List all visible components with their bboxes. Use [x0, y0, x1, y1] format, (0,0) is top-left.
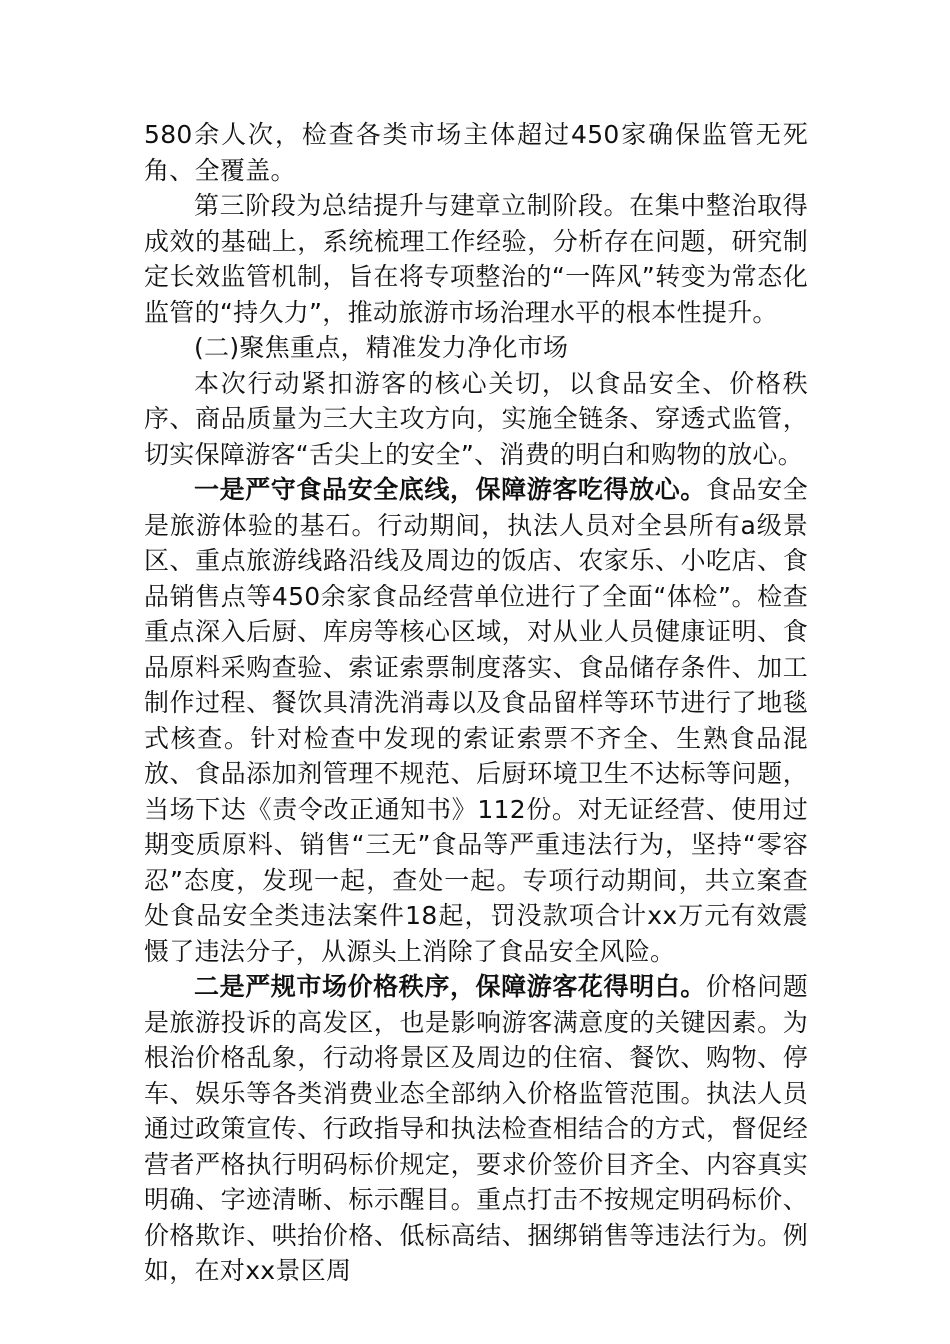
- paragraph-text: 第三阶段为总结提升与建章立制阶段。在集中整治取得成效的基础上，系统梳理工作经验，分析存在问题，研究制定长效监管机制，旨在将专项整治的“一阵风”转变为常态化监管的“持久力”，推动旅游市场治理水平的根本性提升。: [144, 191, 808, 327]
- paragraph-2: [144, 188, 808, 330]
- paragraph-price-order: [144, 969, 808, 1289]
- paragraph-lead: 二是严规市场价格秩序，保障游客花得明白。: [194, 972, 706, 1001]
- section-heading: [144, 330, 808, 366]
- paragraph-text: 食品安全是旅游体验的基石。行动期间，执法人员对全县所有a级景区、重点旅游线路沿线及周边的饭店、农家乐、小吃店、食品销售点等450余家食品经营单位进行了全面“体检”。检查重点深入后厨、库房等核心区域，对从业人员健康证明、食品原料采购查验、索证索票制度落实、食品储存条件、加工制作过程、餐饮具清洗消毒以及食品留样等环节进行了地毯式核查。针对检查中发现的索证索票不齐全、生熟食品混放、食品添加剂管理不规范、后厨环境卫生不达标等问题，当场下达《责令改正通知书》112份。对无证经营、使用过期变质原料、销售“三无”食品等严重违法行为，坚持“零容忍”态度，发现一起，查处一起。专项行动期间，共立案查处食品安全类违法案件18起，罚没款项合计xx万元有效震慑了违法分子，从源头上消除了食品安全风险。: [144, 475, 808, 966]
- paragraph-food-safety: [144, 472, 808, 969]
- paragraph-4: [144, 366, 808, 473]
- paragraph-text: 580余人次，检查各类市场主体超过450家确保监管无死角、全覆盖。: [144, 120, 808, 185]
- document-body: [144, 117, 808, 1289]
- paragraph-text: 价格问题是旅游投诉的高发区，也是影响游客满意度的关键因素。为根治价格乱象，行动将景区及周边的住宿、餐饮、购物、停车、娱乐等各类消费业态全部纳入价格监管范围。执法人员通过政策宣传、行政指导和执法检查相结合的方式，督促经营者严格执行明码标价规定，要求价签价目齐全、内容真实明确、字迹清晰、标示醒目。重点打击不按规定明码标价、价格欺诈、哄抬价格、低标高结、捆绑销售等违法行为。例如，在对xx景区周: [144, 972, 808, 1285]
- paragraph-1: [144, 117, 808, 188]
- paragraph-lead: 一是严守食品安全底线，保障游客吃得放心。: [194, 475, 706, 504]
- paragraph-text: (二)聚焦重点，精准发力净化市场: [194, 333, 569, 362]
- paragraph-text: 本次行动紧扣游客的核心关切，以食品安全、价格秩序、商品质量为三大主攻方向，实施全链条、穿透式监管，切实保障游客“舌尖上的安全”、消费的明白和购物的放心。: [144, 368, 808, 469]
